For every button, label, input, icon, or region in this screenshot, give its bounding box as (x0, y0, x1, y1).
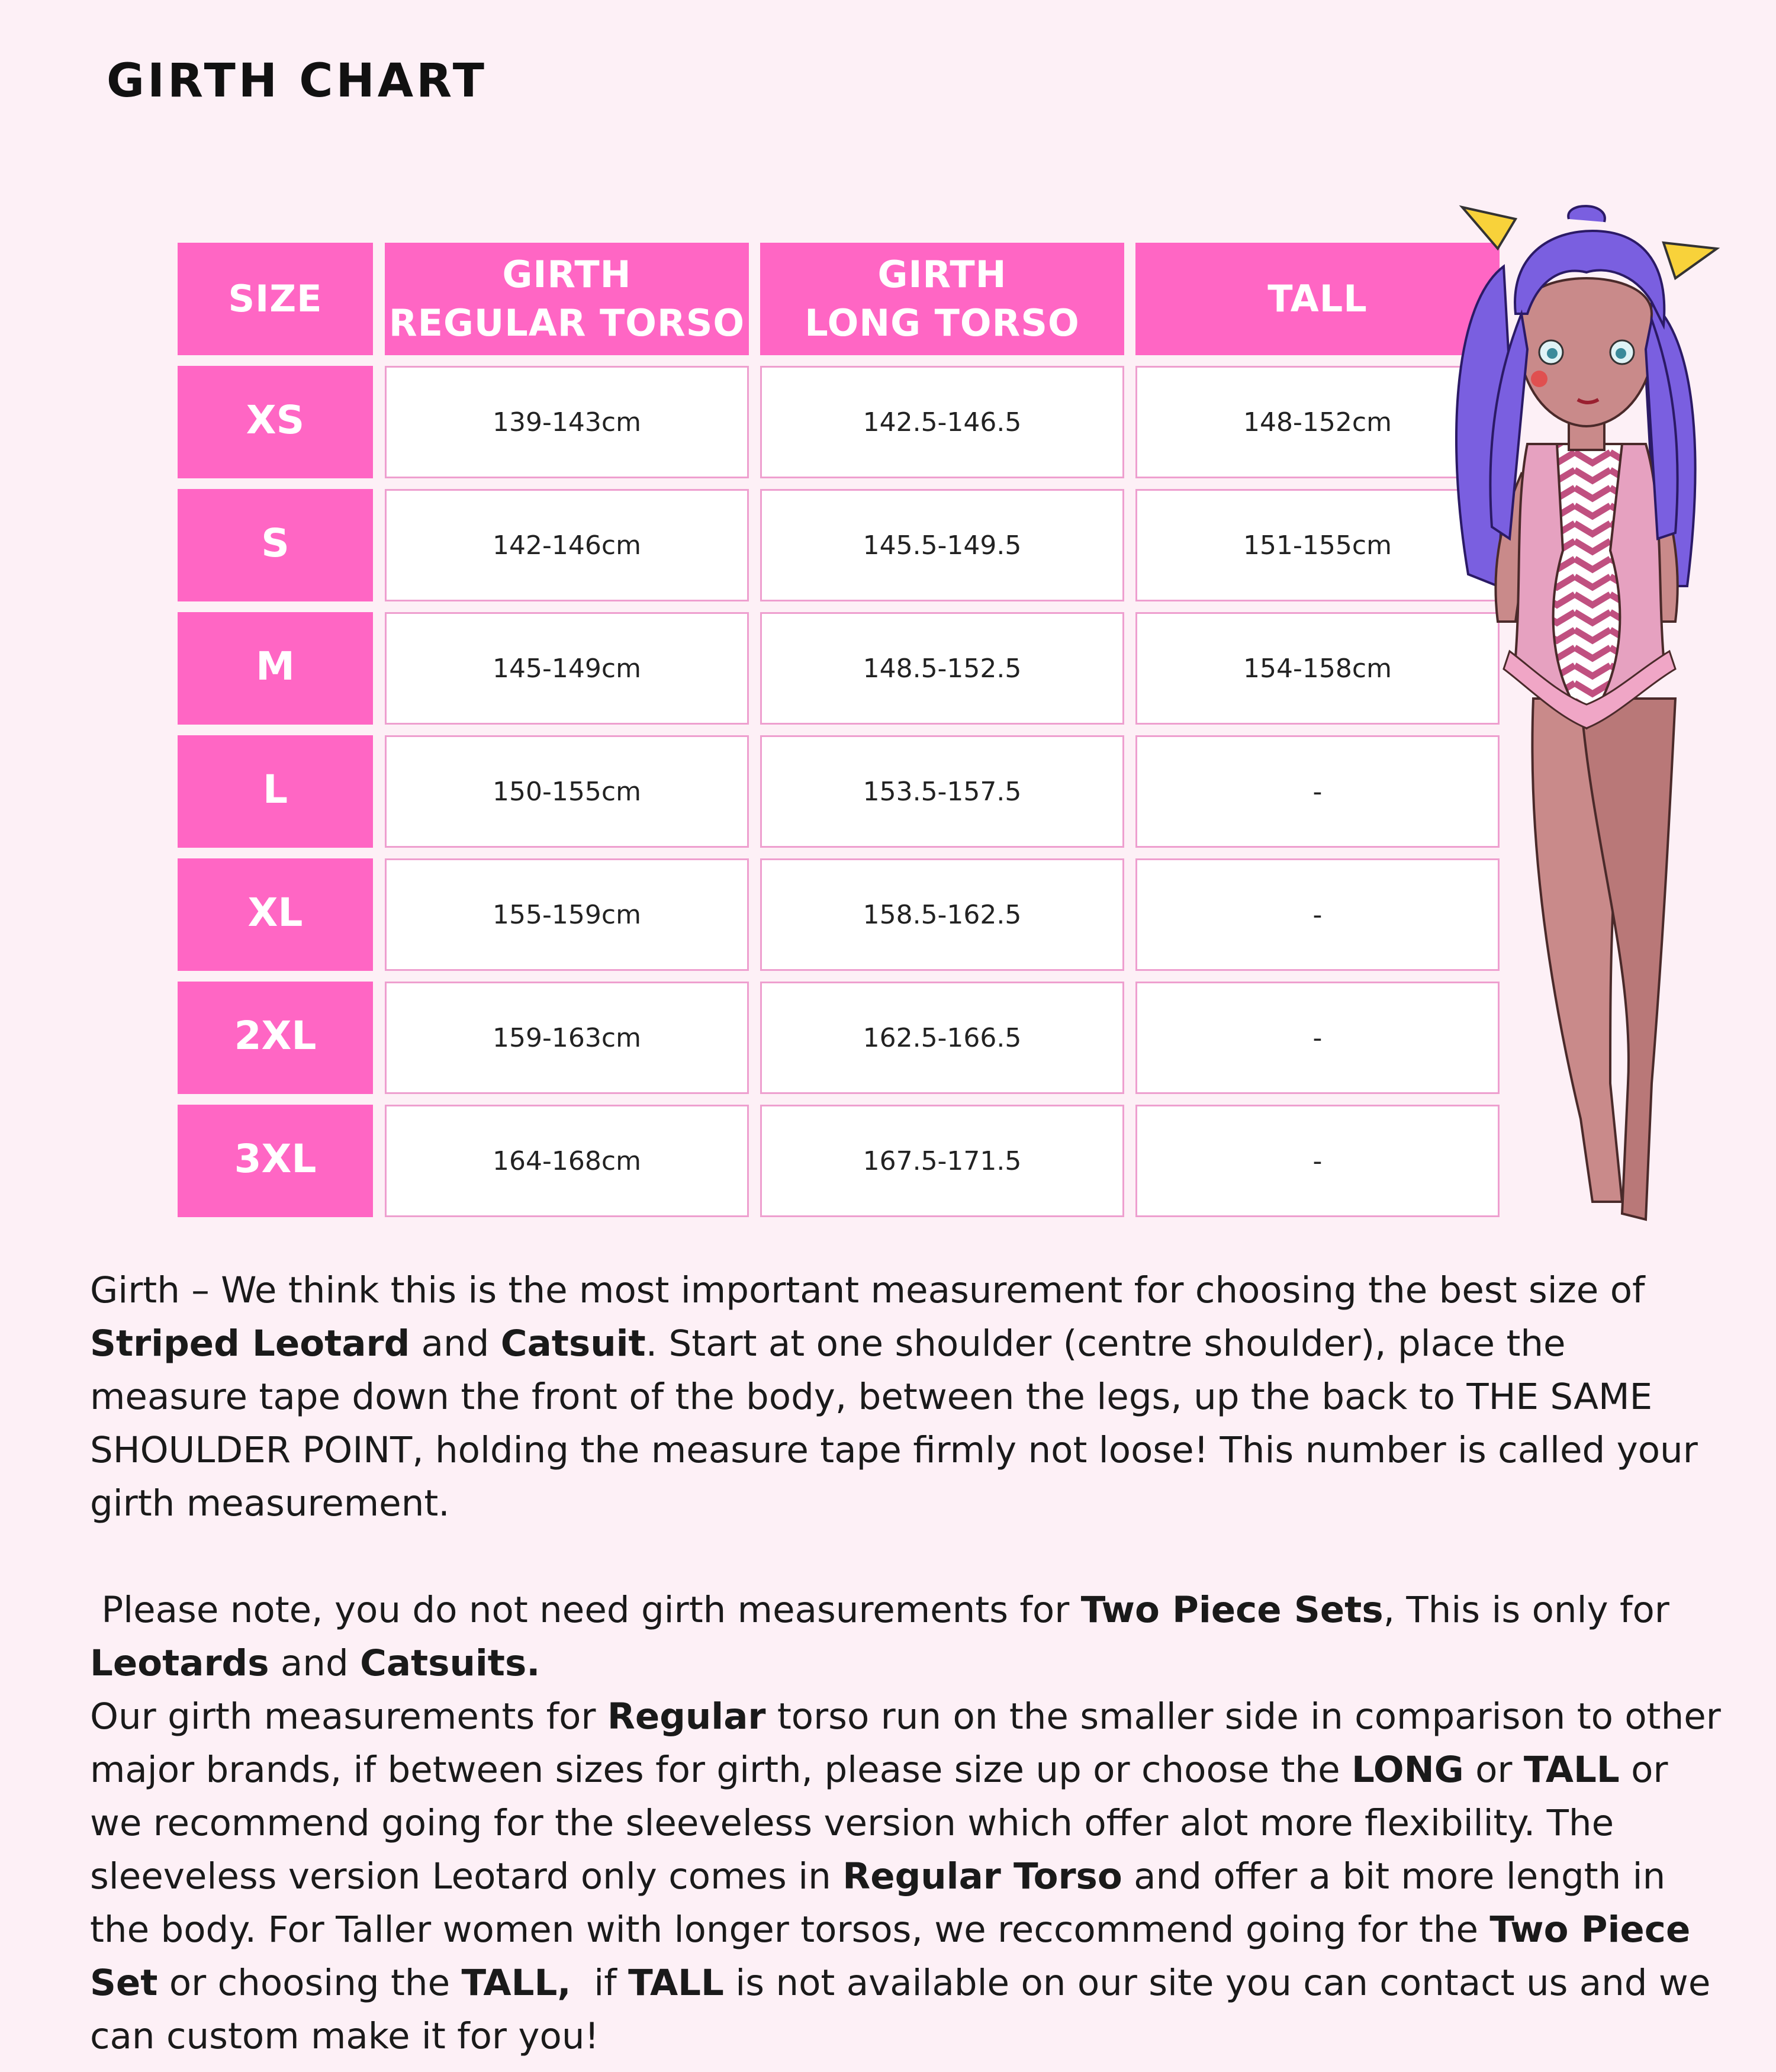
size-label-cell: XS (178, 366, 373, 478)
text-run: torso run on the smaller side in comparison to other major brands, if between sizes for girth, please size up or choose the (90, 1695, 1733, 1791)
page-title: GIRTH CHART (107, 54, 487, 108)
measurement-cell-long: 142.5-146.5 (760, 366, 1124, 478)
measurement-cell-long: 145.5-149.5 (760, 489, 1124, 601)
text-run: Our girth measurements for (90, 1695, 607, 1738)
measurement-cell-tall: 154-158cm (1135, 612, 1500, 725)
measurement-cell-tall: - (1135, 1105, 1500, 1217)
text-run: or (1463, 1749, 1524, 1791)
text-run: . Start at one shoulder (centre shoulder), place the measure tape down the front of the body, between the legs, up the back to THE SAME SHOULDER POINT, holding the measure tape firmly not loose! This number is called your girth measurement. (90, 1323, 1710, 1524)
header-size: SIZE (178, 243, 373, 355)
text-run: if (571, 1962, 629, 2004)
measurement-cell-tall: - (1135, 858, 1500, 971)
sizing-advice-paragraph (90, 1690, 1733, 2063)
text-run: , This is only for (1383, 1589, 1681, 1631)
measurement-cell-regular: 155-159cm (385, 858, 749, 971)
bold-text-run: LONG (1352, 1749, 1464, 1791)
text-run: Please note, you do not need girth measurements for (90, 1589, 1081, 1631)
bold-text-run: TALL, (461, 1962, 571, 2004)
illustration-girl-in-striped-leotard (1433, 195, 1740, 1249)
measurement-cell-long: 158.5-162.5 (760, 858, 1124, 971)
bold-text-run: Catsuits. (360, 1642, 540, 1684)
text-run: and (269, 1642, 361, 1684)
measurement-cell-long: 148.5-152.5 (760, 612, 1124, 725)
measurement-cell-tall: 151-155cm (1135, 489, 1500, 601)
size-label-cell: M (178, 612, 373, 725)
text-run: and offer a bit more length in the body. For Taller women with longer torsos, we reccommend going for the (90, 1855, 1677, 1951)
text-run: or choosing the (157, 1962, 462, 2004)
size-label-cell: 2XL (178, 982, 373, 1094)
header-girth-long-torso: GIRTH LONG TORSO (760, 243, 1124, 355)
text-run: or we recommend going for the sleeveless version which offer alot more flexibility. The sleeveless version Leotard only comes in (90, 1749, 1680, 1897)
bold-text-run: Two Piece Set (90, 1909, 1703, 2004)
bold-text-run: Two Piece Sets (1080, 1589, 1384, 1631)
measurement-cell-regular: 139-143cm (385, 366, 749, 478)
size-label-cell: S (178, 489, 373, 601)
header-tall: TALL (1135, 243, 1500, 355)
measurement-cell-regular: 150-155cm (385, 735, 749, 848)
size-label-cell: L (178, 735, 373, 848)
bold-text-run: TALL (1523, 1749, 1620, 1791)
measurement-cell-tall: - (1135, 982, 1500, 1094)
size-label-cell: XL (178, 858, 373, 971)
girth-size-table (178, 243, 1500, 1217)
header-girth-regular-torso: GIRTH REGULAR TORSO (385, 243, 749, 355)
text-run: is not available on our site you can contact us and we can custom make it for you! (90, 1962, 1722, 2057)
measurement-cell-regular: 159-163cm (385, 982, 749, 1094)
bold-text-run: Catsuit (500, 1323, 646, 1365)
measurement-cell-tall: - (1135, 735, 1500, 848)
bold-text-run: Regular (607, 1695, 766, 1738)
measurement-cell-long: 167.5-171.5 (760, 1105, 1124, 1217)
text-run: and (410, 1323, 501, 1365)
two-piece-note-paragraph (90, 1584, 1724, 1690)
measurement-cell-long: 162.5-166.5 (760, 982, 1124, 1094)
measurement-cell-long: 153.5-157.5 (760, 735, 1124, 848)
measurement-cell-regular: 142-146cm (385, 489, 749, 601)
size-label-cell: 3XL (178, 1105, 373, 1217)
bold-text-run: Leotards (90, 1642, 269, 1684)
bold-text-run: Striped Leotard (90, 1323, 410, 1365)
measurement-cell-regular: 145-149cm (385, 612, 749, 725)
bold-text-run: Regular Torso (842, 1855, 1122, 1897)
bold-text-run: TALL (628, 1962, 724, 2004)
text-run: Girth – We think this is the most important measurement for choosing the best size of (90, 1269, 1656, 1311)
measurement-cell-tall: 148-152cm (1135, 366, 1500, 478)
measurement-cell-regular: 164-168cm (385, 1105, 749, 1217)
girth-explanation-paragraph (90, 1264, 1724, 1530)
